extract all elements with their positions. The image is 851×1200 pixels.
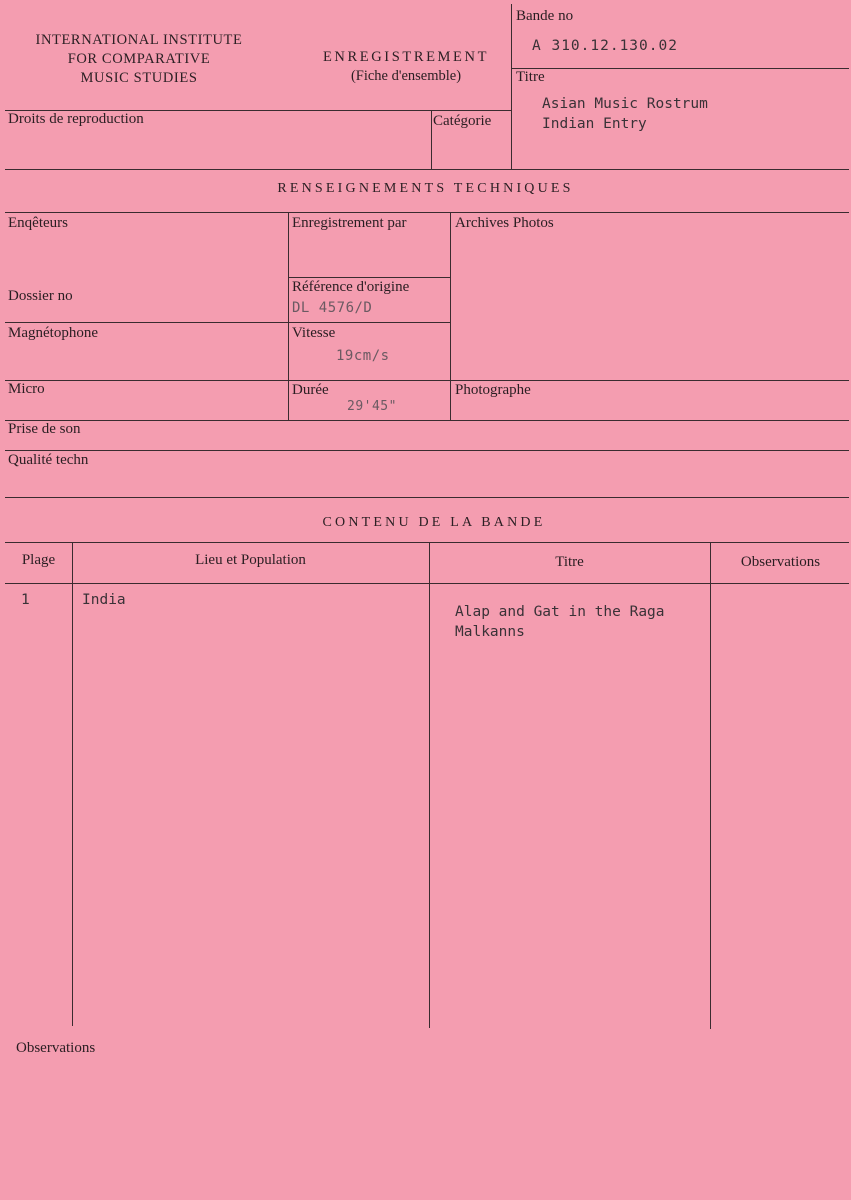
technical-section-title: RENSEIGNEMENTS TECHNIQUES — [277, 181, 574, 196]
prise-top-line — [5, 420, 849, 421]
archives-label: Archives Photos — [455, 215, 554, 231]
categorie-label: Catégorie — [433, 113, 492, 129]
duree-label: Durée — [292, 382, 329, 398]
vitesse-label: Vitesse — [292, 325, 336, 341]
institute-line-2: FOR COMPARATIVE — [67, 51, 211, 67]
categorie-divider — [431, 110, 432, 169]
row-1-titre-line-2: Malkanns — [455, 624, 525, 640]
content-col-divider-3 — [710, 542, 711, 1029]
titre-label: Titre — [516, 69, 545, 85]
vitesse-value: 19cm/s — [336, 348, 390, 364]
content-section-title: CONTENU DE LA BANDE — [322, 515, 546, 530]
prise-label: Prise de son — [8, 421, 81, 437]
reference-label: Référence d'origine — [292, 279, 410, 295]
qualite-label: Qualité techn — [8, 452, 89, 468]
reference-top-line — [288, 277, 450, 278]
photographe-label: Photographe — [455, 382, 531, 398]
enregistrement-label: Enregistrement par — [292, 215, 407, 231]
technical-title-line — [5, 212, 849, 213]
observations-label: Observations — [16, 1040, 96, 1056]
qualite-top-line — [5, 450, 849, 451]
technical-bottom-line — [5, 497, 849, 498]
row-1-titre-line-1: Alap and Gat in the Raga — [455, 604, 665, 620]
row-1-plage: 1 — [21, 592, 30, 608]
content-col-divider-2 — [429, 542, 430, 1028]
institute-line-1: INTERNATIONAL INSTITUTE — [35, 32, 243, 48]
reference-value: DL 4576/D — [292, 300, 373, 316]
column-header-lieu: Lieu et Population — [195, 552, 306, 568]
row-1-lieu: India — [82, 592, 126, 608]
magnetophone-top-line — [5, 322, 450, 323]
form-title: ENREGISTREMENT — [322, 49, 490, 65]
enqueteurs-label: Enqêteurs — [8, 215, 68, 231]
technical-col-divider-2 — [450, 212, 451, 420]
content-title-line — [5, 542, 849, 543]
column-header-observations: Observations — [740, 554, 821, 570]
bande-divider — [511, 68, 849, 69]
header-bottom-line — [5, 169, 849, 170]
magnetophone-label: Magnétophone — [8, 325, 98, 341]
droits-label: Droits de reproduction — [8, 111, 144, 127]
column-header-plage: Plage — [21, 552, 56, 568]
dossier-label: Dossier no — [8, 288, 73, 304]
content-col-divider-1 — [72, 542, 73, 1026]
micro-label: Micro — [8, 381, 45, 397]
form-subtitle: (Fiche d'ensemble) — [350, 68, 462, 84]
titre-value-line-1: Asian Music Rostrum — [542, 96, 708, 112]
titre-value-line-2: Indian Entry — [542, 116, 647, 132]
content-header-line — [5, 583, 849, 584]
institute-name — [14, 31, 264, 88]
technical-col-divider-1 — [288, 212, 289, 420]
duree-value: 29'45" — [347, 399, 397, 414]
header-divider — [511, 4, 512, 169]
bande-label: Bande no — [516, 8, 574, 24]
bande-value: A 310.12.130.02 — [532, 38, 678, 54]
column-header-titre: Titre — [555, 554, 584, 570]
institute-line-3: MUSIC STUDIES — [80, 70, 198, 86]
micro-top-line — [5, 380, 849, 381]
